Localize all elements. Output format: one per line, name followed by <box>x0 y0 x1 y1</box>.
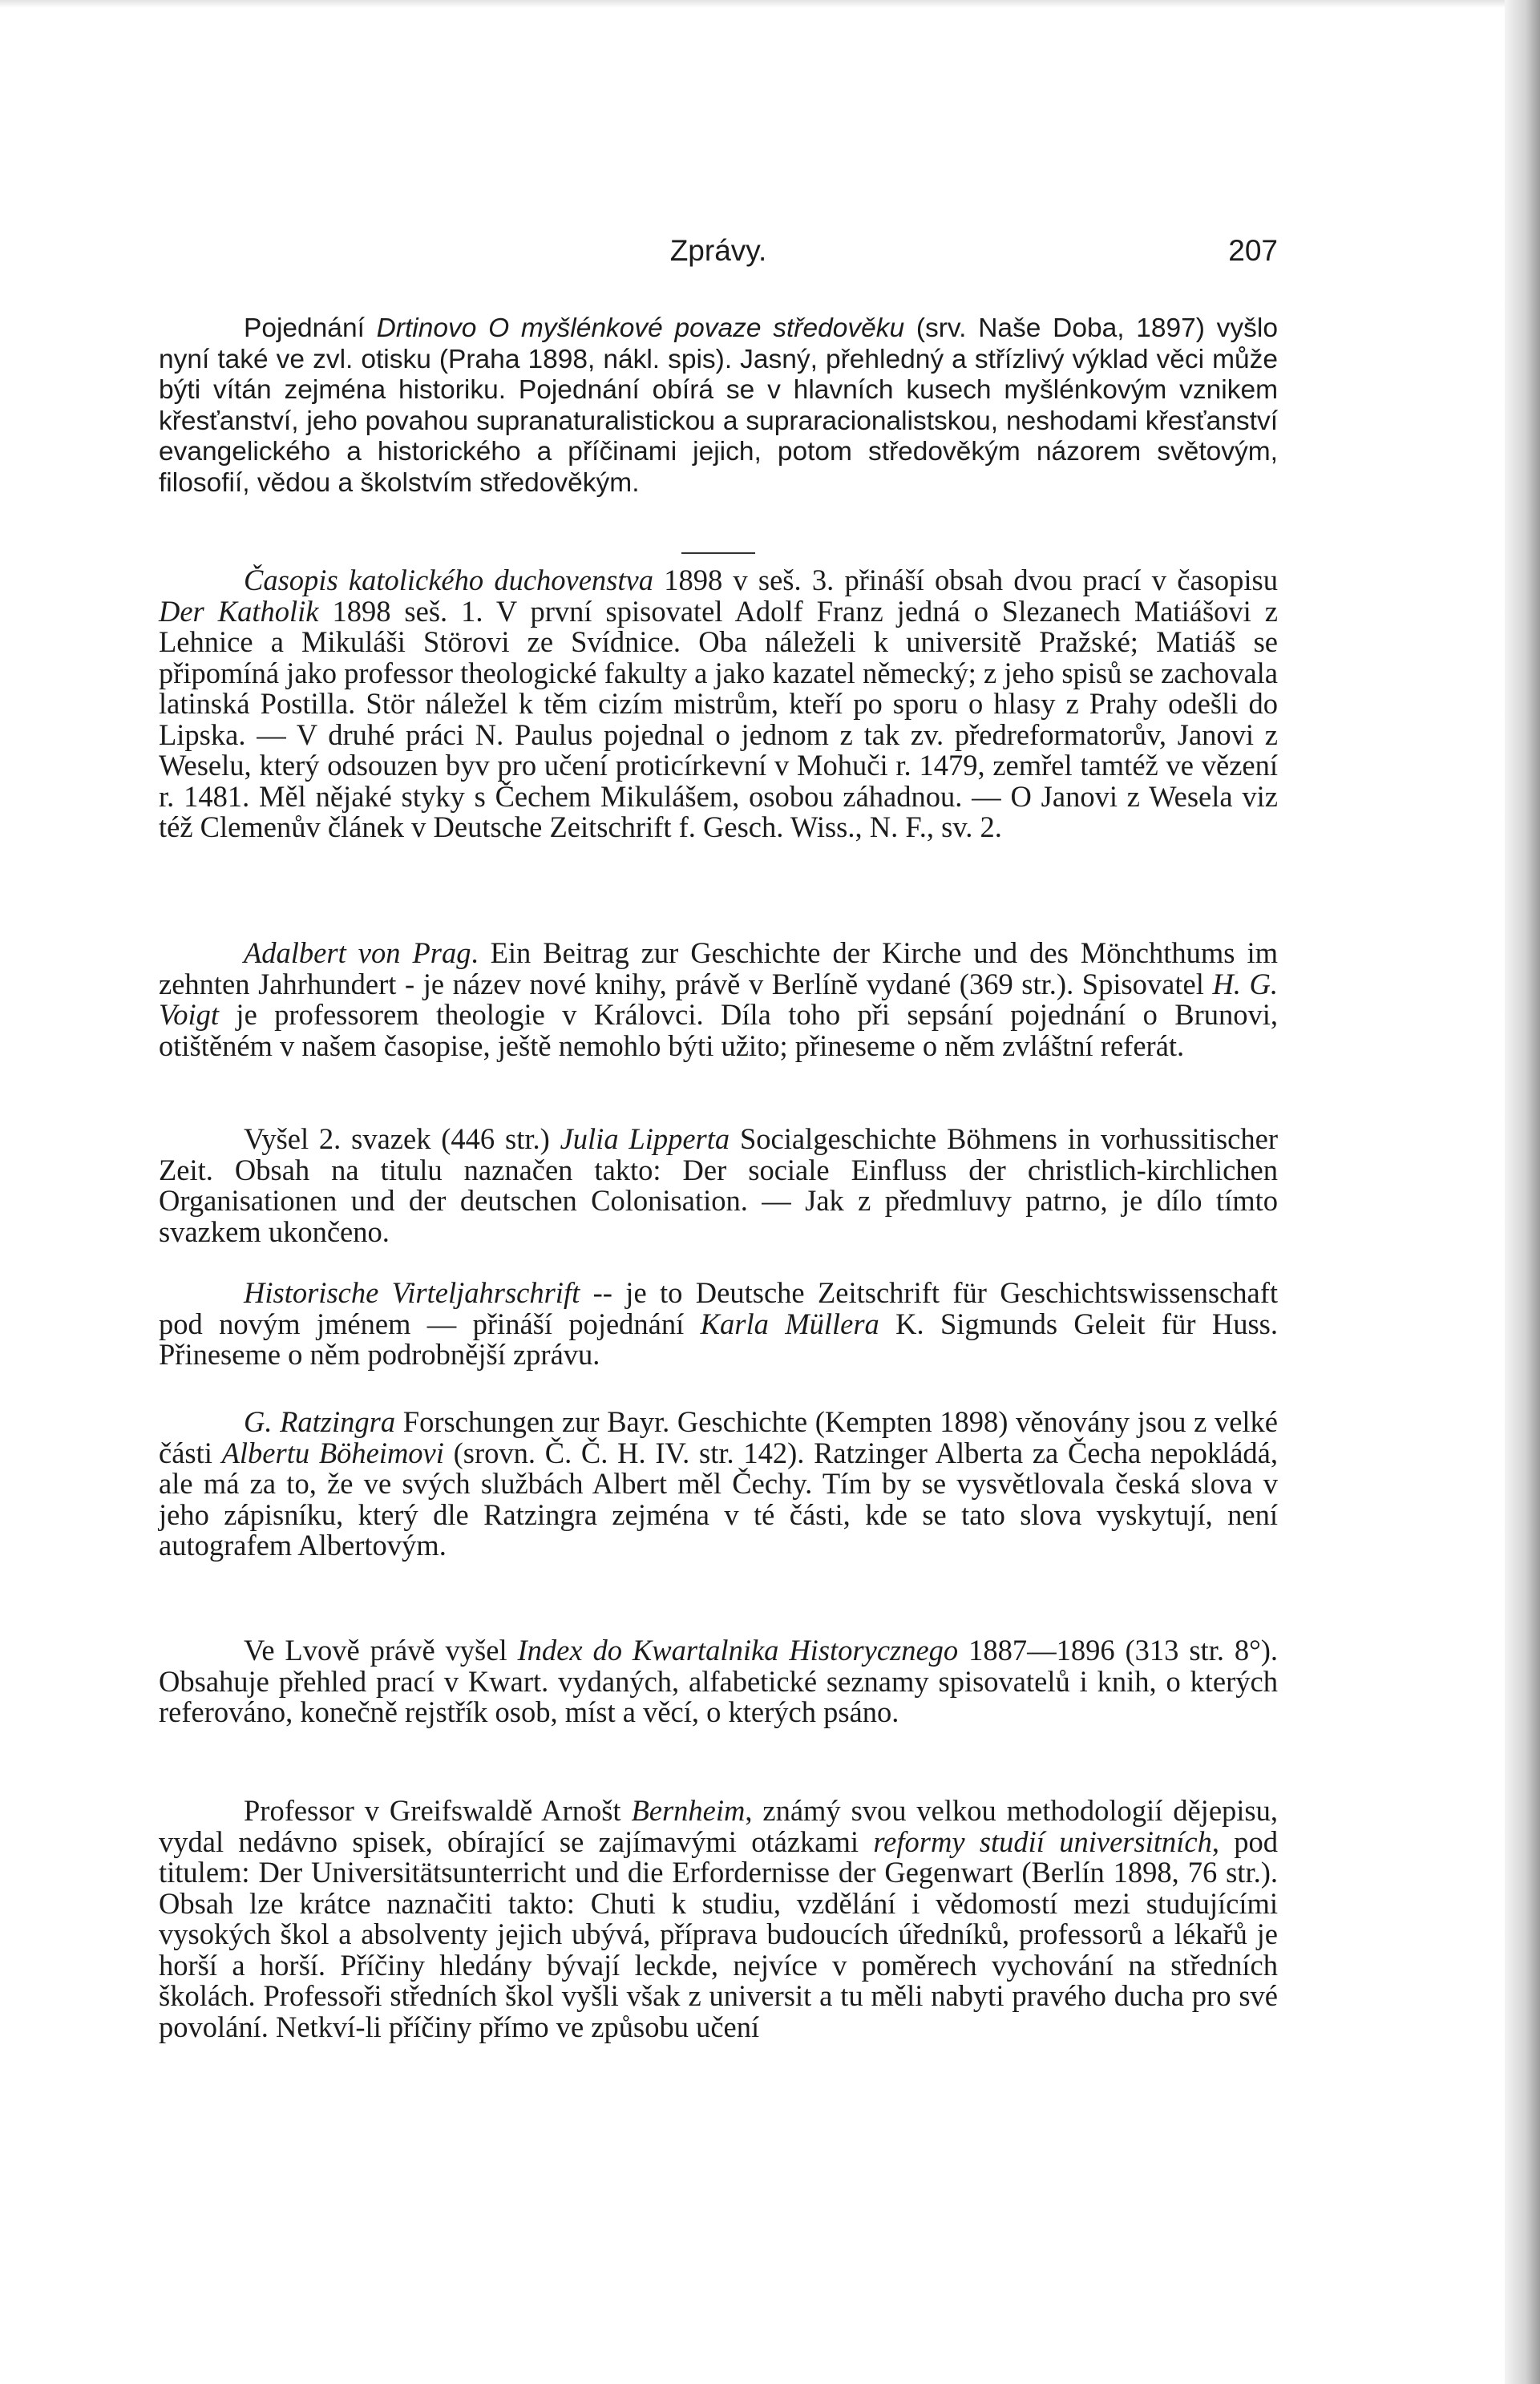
paragraph-lippert <box>159 1124 1278 1247</box>
italic-text-run: Der Katholik <box>159 594 319 628</box>
text-run: Pojednání <box>244 313 377 343</box>
italic-text-run: Index do Kwartalnika Historycznego <box>517 1634 959 1667</box>
italic-text-run: G. Ratzingra <box>244 1405 396 1438</box>
text-run: , známý svou velkou methodologií dějepisu, vydal nedávno spisek, obírající se zajímavými otázkami <box>159 1794 1278 1858</box>
text-run: 1898 seš. 1. V první spisovatel Adolf Franz jedná o Slezanech Matiášovi z Lehnice a Mikuláši Störovi ze Svídnice. Oba náleželi k universitě Pražské; Matiáš se připomíná jako professor theologické fakulty a jako kazatel německý; z jeho spisů se zachovala latinská Postilla. Stör náležel k těm cizím mistrům, kteří po sporu o hlasy z Prahy odešli do Lipska. — V druhé práci N. Paulus pojednal o jednom z tak zv. předreformatorův, Janovi z Weselu, který odsouzen byv pro učení proticírkevní v Mohuči r. 1479, zemřel tamtéž ve vězení r. 1481. Měl nějaké styky s Čechem Mikulášem, osobou záhadnou. — O Janovi z Wesela viz též Clemenův článek v Deutsche Zeitschrift f. Gesch. Wiss., N. F., sv. 2. <box>159 594 1279 843</box>
italic-text-run: reformy studií universitních <box>873 1824 1212 1858</box>
scan-right-edge <box>1505 0 1540 2384</box>
italic-text-run: Adalbert von Prag <box>244 936 471 969</box>
text-run: Professor v Greifswaldě Arnošt <box>244 1794 632 1827</box>
paragraph-bernheim <box>159 1796 1278 2043</box>
page-title: Zprávy. <box>669 234 767 267</box>
text-run: (srv. Naše Doba, 1897) vyšlo nyní také ve zvl. otisku (Praha 1898, nákl. spis). Jasný, přehledný a střízlivý výklad věci může býti vítán zejména historiku. Pojednání obírá se v hlavních kusech myšlénkovým vznikem křesťanství, jeho povahou supranaturalistickou a supraracionalistskou, neshodami křesťanství evangelického a historického a příčinami jejich, potom středověkým názorem světovým, filosofií, vědou a školstvím středověkým. <box>159 313 1278 498</box>
text-run: 1887—1896 (313 str. 8°). Obsahuje přehled prací v Kwart. vydaných, alfabetické seznamy spisovatelů i knih, o kterých referováno, konečně rejstřík osob, míst a věcí, o kterých psáno. <box>159 1634 1278 1728</box>
scan-top-shadow <box>0 0 1540 8</box>
italic-text-run: Bernheim <box>631 1794 746 1827</box>
text-run: Ve Lvově právě vyšel <box>244 1634 518 1667</box>
text-run: , pod titulem: Der Universitätsunterricht und die Erfordernisse der Gegenwart (Berlín 1898, 76 str.). Obsah lze krátce naznačiti takto: Chuti k studiu, vzdělání i vědomostí mezi studujícími vysokých škol a absolventy jejich ubývá, příprava budoucích úředníků, professorů a lékařů je horší a horší. Příčiny hledány bývají leckde, nejvíce v poměrech vychování na středních školách. Professoři středních škol vyšli však z universit a tu měli nabyti pravého ducha pro své povolání. Netkví-li příčiny přímo ve způsobu učení <box>159 1824 1279 2043</box>
text-run: . Ein Beitrag zur Geschichte der Kirche und des Mönchthums im zehnten Jahrhundert - je název nové knihy, právě v Berlíně vydané (369 str.). Spisovatel <box>159 936 1278 1000</box>
text-run: 1898 v seš. 3. přináší obsah dvou prací v časopisu <box>653 564 1278 596</box>
text-run: Forschungen zur Bayr. Geschichte (Kempten 1898) věnovány jsou z velké části <box>159 1405 1278 1469</box>
italic-text-run: Karla Müllera <box>700 1307 879 1340</box>
page-number: 207 <box>1228 234 1278 267</box>
paragraph-adalbert-von-prag <box>159 938 1278 1061</box>
text-run: je professorem theologie v Královci. Díla toho při sepsání pojednání o Brunovi, otištěném v našem časopise, ještě nemohlo býti užito; přineseme o něm zvláštní referát. <box>159 998 1278 1062</box>
italic-text-run: Julia Lipperta <box>560 1122 730 1155</box>
separator-rule <box>681 552 755 554</box>
text-run: Socialgeschichte Böhmens in vorhussitischer Zeit. Obsah na titulu naznačen takto: Der sociale Einfluss der christlich-kirchlichen Organisationen und der deutschen Colonisation. — Jak z předmluvy patrno, je dílo tímto svazkem ukončeno. <box>159 1122 1278 1248</box>
text-run: -- je to Deutsche Zeitschrift für Geschichtswissenschaft pod novým jménem — přináší pojednání <box>159 1276 1279 1340</box>
italic-text-run: Albertu Böheimovi <box>221 1436 444 1469</box>
paragraph-historische-vierteljahrschrift <box>159 1278 1278 1371</box>
text-run: K. Sigmunds Geleit für Huss. Přineseme o něm podrobnější zprávu. <box>159 1307 1278 1371</box>
paragraph-ratzinger <box>159 1407 1278 1562</box>
paragraph-index-kwartalnika <box>159 1635 1278 1728</box>
running-header <box>159 234 1278 274</box>
text-run: Vyšel 2. svazek (446 str.) <box>244 1122 560 1155</box>
italic-text-run: Historische Virteljahrschrift <box>244 1276 580 1309</box>
italic-text-run: Časopis katolického duchovenstva <box>244 564 653 596</box>
paragraph-casopis-katolickeho <box>159 565 1278 843</box>
italic-text-run: Drtinovo O myšlénkové povaze středověku <box>376 313 905 343</box>
paragraph-drtina <box>159 313 1278 499</box>
text-run: (srovn. Č. Č. H. IV. str. 142). Ratzinger Alberta za Čecha nepokládá, ale má za to, že ve svých službách Albert měl Čechy. Tím by se vysvětlovala česká slova v jeho zápisníku, který dle Ratzingra zejména v té části, kde se tato slova vyskytují, není autografem Albertovým. <box>159 1436 1278 1562</box>
italic-text-run: H. G. Voigt <box>159 967 1278 1031</box>
